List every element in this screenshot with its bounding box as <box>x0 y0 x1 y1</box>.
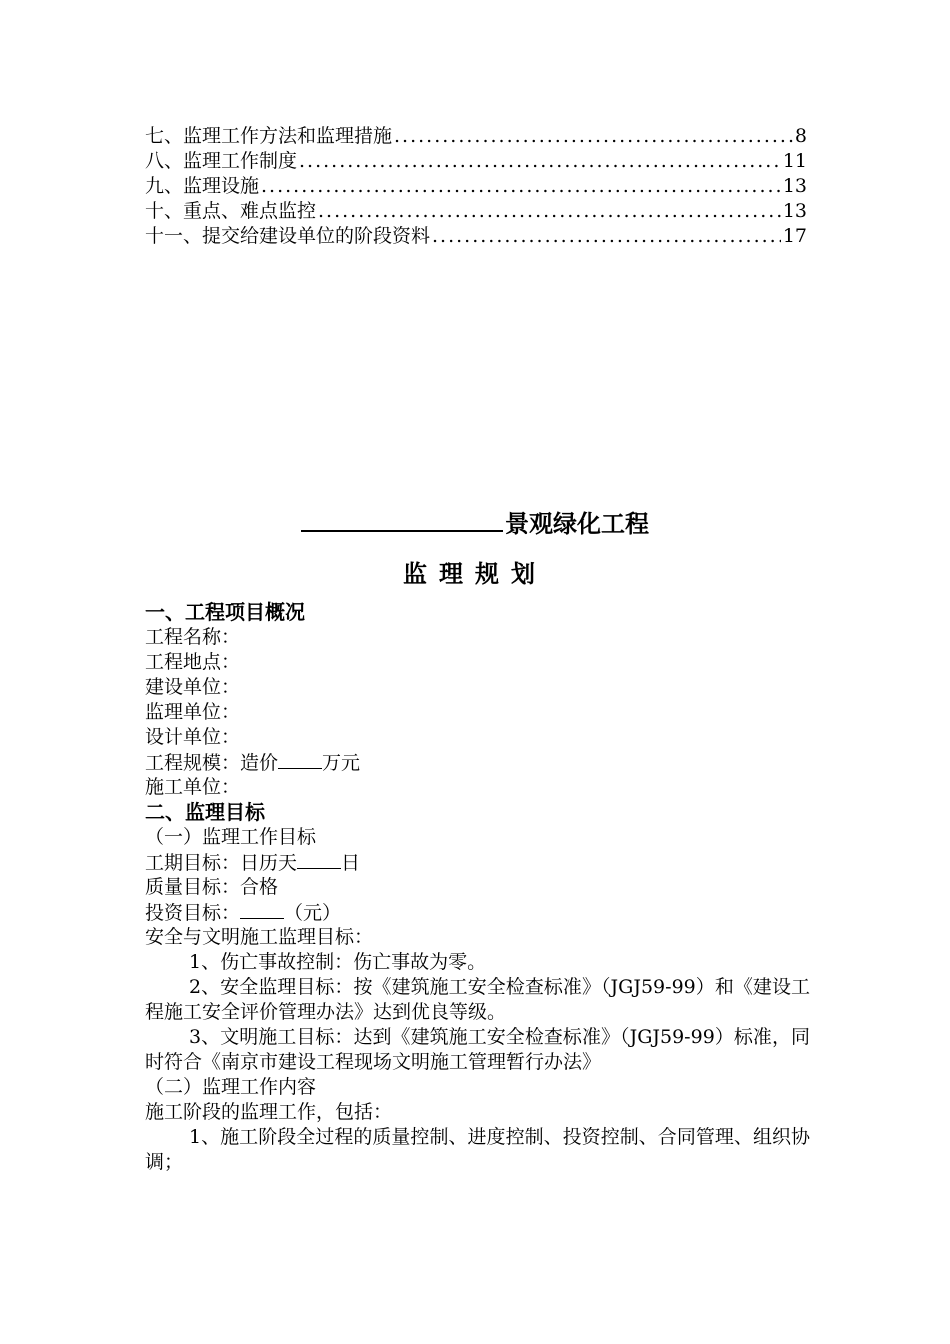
goal-item: 2、安全监理目标：按《建筑施工安全检查标准》（JGJ59-99）和《建设工程施工安全评价管理办法》达到优良等级。 <box>145 976 810 1023</box>
field-investment-goal <box>145 900 810 925</box>
toc-entry[interactable] <box>145 224 807 249</box>
toc-entry-title: 九、监理设施 <box>145 175 260 197</box>
document-subtitle: 监理规划 <box>403 559 547 588</box>
goal-item: 1、伤亡事故控制：伤亡事故为零。 <box>189 951 487 973</box>
toc-entry-title: 十一、提交给建设单位的阶段资料 <box>145 225 431 247</box>
toc-entry-page: 8 <box>794 125 807 147</box>
toc-entry-page: 17 <box>782 225 807 247</box>
field-quality-goal: 质量目标：合格 <box>145 876 279 898</box>
work-item: 1、施工阶段全过程的质量控制、进度控制、投资控制、合同管理、组织协调； <box>145 1126 810 1173</box>
investment-blank[interactable] <box>240 900 284 919</box>
field-unit: （元） <box>284 902 342 924</box>
toc-entry-page: 13 <box>782 200 807 222</box>
field-construction-unit: 施工单位： <box>145 776 241 798</box>
field-supervision-unit: 监理单位： <box>145 701 241 723</box>
subsection-heading: （二）监理工作内容 <box>145 1076 317 1098</box>
goal-item: 3、文明施工目标：达到《建筑施工安全检查标准》（JGJ59-99）标准，同时符合《南京市建设工程现场文明施工管理暂行办法》 <box>145 1026 810 1073</box>
safety-heading: 安全与文明施工监理目标： <box>145 926 374 948</box>
document-title-text: 景观绿化工程 <box>505 509 649 538</box>
field-client-unit: 建设单位： <box>145 676 241 698</box>
toc-entry-page: 13 <box>782 175 807 197</box>
table-of-contents <box>145 124 807 249</box>
toc-entry-title: 十、重点、难点监控 <box>145 200 317 222</box>
cost-blank[interactable] <box>278 750 322 769</box>
field-project-scale <box>145 750 810 775</box>
section-heading: 一、工程项目概况 <box>145 600 305 624</box>
toc-entry[interactable] <box>145 124 807 149</box>
project-name-blank[interactable] <box>301 506 503 532</box>
field-label: 投资目标： <box>145 902 241 924</box>
document-title <box>0 506 950 540</box>
toc-leader-dots <box>318 199 781 224</box>
field-unit: 万元 <box>322 752 361 774</box>
toc-entry[interactable] <box>145 149 807 174</box>
field-project-name: 工程名称： <box>145 626 241 648</box>
toc-leader-dots <box>394 124 793 149</box>
toc-entry-page: 11 <box>782 150 807 172</box>
document-body <box>145 600 810 1175</box>
toc-leader-dots <box>261 174 781 199</box>
toc-entry[interactable] <box>145 174 807 199</box>
subsection-heading: （一）监理工作目标 <box>145 826 317 848</box>
section-heading: 二、监理目标 <box>145 800 265 824</box>
toc-leader-dots <box>299 149 781 174</box>
field-schedule-goal <box>145 850 810 875</box>
toc-entry[interactable] <box>145 199 807 224</box>
toc-entry-title: 八、监理工作制度 <box>145 150 298 172</box>
field-label: 工程规模：造价 <box>145 752 279 774</box>
days-blank[interactable] <box>297 850 341 869</box>
field-project-location: 工程地点： <box>145 651 241 673</box>
toc-leader-dots <box>432 224 781 249</box>
field-design-unit: 设计单位： <box>145 726 241 748</box>
stage-heading: 施工阶段的监理工作，包括： <box>145 1101 393 1123</box>
field-label: 工期目标：日历天 <box>145 852 298 874</box>
field-unit: 日 <box>341 852 361 874</box>
toc-entry-title: 七、监理工作方法和监理措施 <box>145 125 393 147</box>
